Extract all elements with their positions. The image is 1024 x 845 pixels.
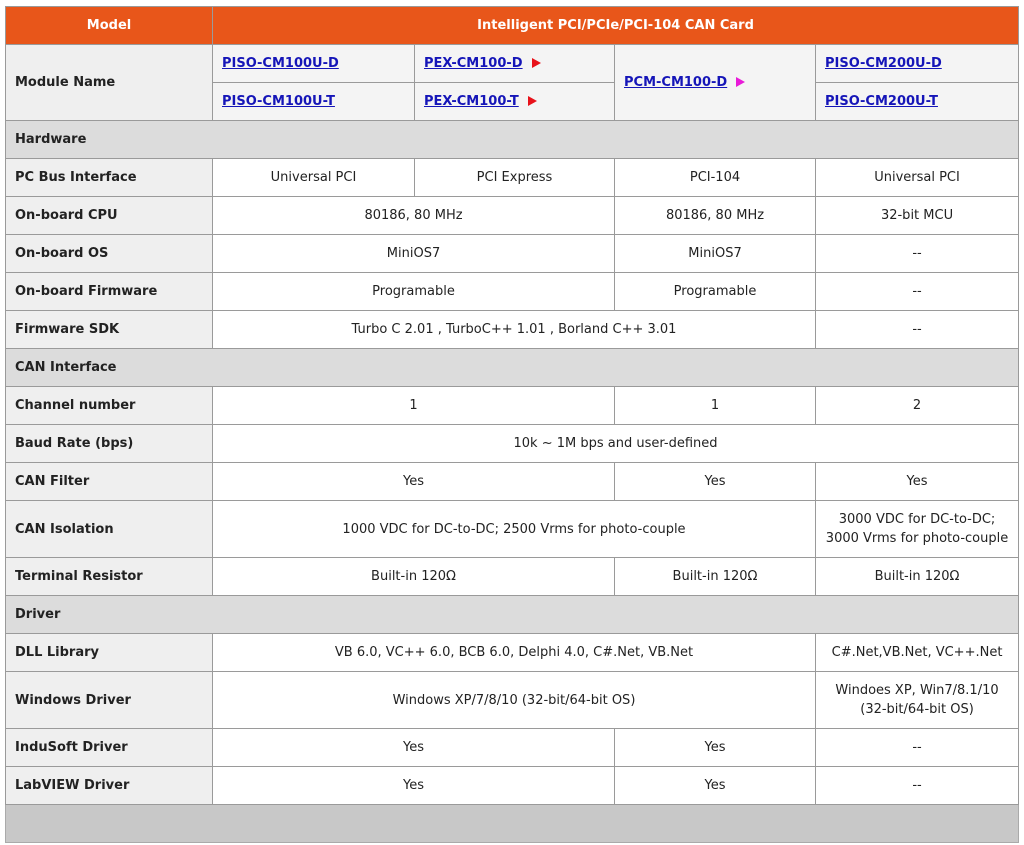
module-row-1 [6,45,1019,83]
cell-value: Programable [615,273,816,311]
table-row [6,197,1019,235]
cell-value: Yes [213,767,615,805]
footer-row [6,805,1019,843]
table-row [6,235,1019,273]
table-row [6,729,1019,767]
cell-value: Universal PCI [816,159,1019,197]
cell-value: Yes [615,729,816,767]
section-row-hardware [6,121,1019,159]
cell-value: -- [816,767,1019,805]
header-row [6,7,1019,45]
cell-value: 1000 VDC for DC-to-DC; 2500 Vrms for photo-couple [213,501,816,558]
row-label-sdk: Firmware SDK [6,311,213,349]
table-row [6,159,1019,197]
cell-value: -- [816,311,1019,349]
row-label-baud: Baud Rate (bps) [6,425,213,463]
cell-value: -- [816,235,1019,273]
module-name-label: Module Name [6,45,213,121]
table-row [6,273,1019,311]
model-header: Model [6,7,213,45]
row-label-terminal: Terminal Resistor [6,558,213,596]
table-row [6,501,1019,558]
table-footer [6,805,1019,843]
row-label-filter: CAN Filter [6,463,213,501]
cell-value: Yes [213,729,615,767]
cell-value: MiniOS7 [213,235,615,273]
cell-value: 1 [615,387,816,425]
cell-value: Built-in 120Ω [615,558,816,596]
cell-value: PCI Express [415,159,615,197]
row-label-isolation: CAN Isolation [6,501,213,558]
module-cell-piso-cm200u-t [816,83,1019,121]
link-piso-cm200u-d[interactable]: PISO-CM200U-D [825,56,942,71]
cell-value: 10k ~ 1M bps and user-defined [213,425,1019,463]
table-row [6,672,1019,729]
cell-value: -- [816,273,1019,311]
section-row-can [6,349,1019,387]
cell-value: Yes [615,463,816,501]
row-label-os: On-board OS [6,235,213,273]
link-piso-cm100u-t[interactable]: PISO-CM100U-T [222,94,335,109]
link-piso-cm100u-d[interactable]: PISO-CM100U-D [222,56,339,71]
cell-value: -- [816,729,1019,767]
module-cell-pcm-cm100-d [615,45,816,121]
row-label-channel: Channel number [6,387,213,425]
cell-value: MiniOS7 [615,235,816,273]
cell-value [816,672,1019,729]
table-row [6,558,1019,596]
section-hardware: Hardware [6,121,1019,159]
row-label-windows: Windows Driver [6,672,213,729]
spec-comparison-table [5,6,1019,843]
cell-value: 80186, 80 MHz [615,197,816,235]
cell-value: C#.Net,VB.Net, VC++.Net [816,634,1019,672]
cell-value: Turbo C 2.01 , TurboC++ 1.01 , Borland C++ 3.01 [213,311,816,349]
section-row-driver [6,596,1019,634]
product-title-header: Intelligent PCI/PCIe/PCI-104 CAN Card [213,7,1019,45]
row-label-indusoft: InduSoft Driver [6,729,213,767]
cell-line: 3000 VDC for DC-to-DC; [838,512,996,527]
row-label-firmware: On-board Firmware [6,273,213,311]
cell-value: 32-bit MCU [816,197,1019,235]
module-cell-pex-cm100-d [415,45,615,83]
row-label-cpu: On-board CPU [6,197,213,235]
cell-line: Windoes XP, Win7/8.1/10 [835,683,999,698]
cell-value: 1 [213,387,615,425]
spec-table-container [5,6,1018,843]
row-label-labview: LabVIEW Driver [6,767,213,805]
link-pcm-cm100-d[interactable]: PCM-CM100-D [624,75,728,90]
cell-value: Universal PCI [213,159,415,197]
play-arrow-icon[interactable] [528,96,537,106]
row-label-pc-bus: PC Bus Interface [6,159,213,197]
table-row [6,767,1019,805]
cell-value: 2 [816,387,1019,425]
table-row [6,387,1019,425]
section-driver: Driver [6,596,1019,634]
table-row [6,311,1019,349]
module-cell-piso-cm100u-t [213,83,415,121]
link-pex-cm100-d[interactable]: PEX-CM100-D [424,56,523,71]
module-cell-pex-cm100-t [415,83,615,121]
play-arrow-icon[interactable] [736,77,745,87]
row-label-dll: DLL Library [6,634,213,672]
cell-value: Programable [213,273,615,311]
cell-value: PCI-104 [615,159,816,197]
cell-value: Yes [816,463,1019,501]
cell-value: 80186, 80 MHz [213,197,615,235]
section-can-interface: CAN Interface [6,349,1019,387]
table-row [6,425,1019,463]
cell-value: Windows XP/7/8/10 (32-bit/64-bit OS) [213,672,816,729]
link-piso-cm200u-t[interactable]: PISO-CM200U-T [825,94,938,109]
module-cell-piso-cm200u-d [816,45,1019,83]
table-row [6,463,1019,501]
cell-value: Built-in 120Ω [213,558,615,596]
play-arrow-icon[interactable] [532,58,541,68]
table-row [6,634,1019,672]
cell-value: Yes [213,463,615,501]
link-pex-cm100-t[interactable]: PEX-CM100-T [424,94,519,109]
cell-line: 3000 Vrms for photo-couple [825,531,1009,546]
cell-value: Built-in 120Ω [816,558,1019,596]
cell-value: VB 6.0, VC++ 6.0, BCB 6.0, Delphi 4.0, C#.Net, VB.Net [213,634,816,672]
cell-value [816,501,1019,558]
cell-value: Yes [615,767,816,805]
module-cell-piso-cm100u-d [213,45,415,83]
cell-line: (32-bit/64-bit OS) [860,702,974,717]
